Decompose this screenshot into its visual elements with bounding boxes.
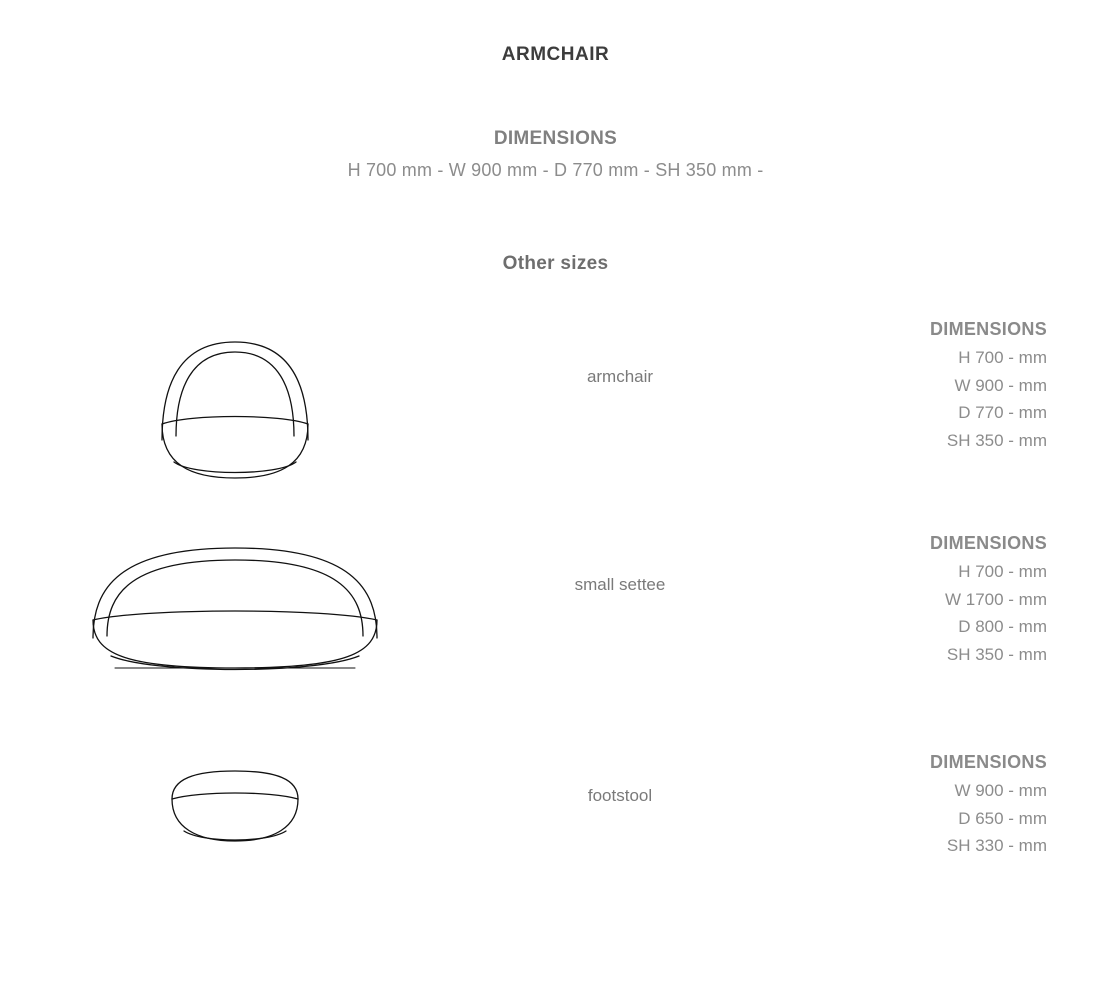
spec-width: W 1700 - mm — [944, 589, 1047, 609]
spec-seat-height: SH 330 - mm — [946, 836, 1047, 856]
variant-name: armchair — [586, 367, 654, 386]
armchair-outline-icon — [150, 324, 320, 484]
page-title: ARMCHAIR — [501, 44, 610, 65]
footstool-outline-icon — [150, 751, 320, 861]
settee-figure — [0, 513, 470, 703]
spec-width: W 900 - mm — [954, 781, 1047, 801]
specs-heading: DIMENSIONS — [929, 319, 1047, 339]
spec-depth: D 650 - mm — [958, 808, 1047, 828]
specs-heading: DIMENSIONS — [929, 752, 1047, 772]
spec-depth: D 800 - mm — [958, 617, 1047, 637]
spec-height: H 700 - mm — [958, 562, 1047, 582]
spec-height: H 700 - mm — [958, 348, 1047, 368]
spec-width: W 900 - mm — [954, 375, 1047, 395]
dimensions-values: H 700 mm - W 900 mm - D 770 mm - SH 350 mm - — [347, 160, 764, 180]
specs-heading: DIMENSIONS — [929, 533, 1047, 553]
spec-seat-height: SH 350 - mm — [946, 644, 1047, 664]
dimensions-heading: DIMENSIONS — [493, 128, 618, 149]
spec-seat-height: SH 350 - mm — [946, 430, 1047, 450]
variant-list — [0, 309, 1111, 891]
list-item — [0, 721, 1111, 891]
spec-depth: D 770 - mm — [958, 403, 1047, 423]
variant-specs — [770, 513, 1111, 668]
variant-specs — [770, 721, 1111, 860]
list-item — [0, 309, 1111, 499]
settee-outline-icon — [85, 528, 385, 688]
variant-specs — [770, 309, 1111, 454]
footstool-figure — [0, 721, 470, 891]
armchair-figure — [0, 309, 470, 499]
variant-name: footstool — [587, 786, 653, 805]
list-item — [0, 513, 1111, 703]
other-sizes-heading: Other sizes — [502, 253, 609, 274]
product-dimensions-page — [0, 44, 1111, 998]
variant-name: small settee — [574, 575, 666, 594]
